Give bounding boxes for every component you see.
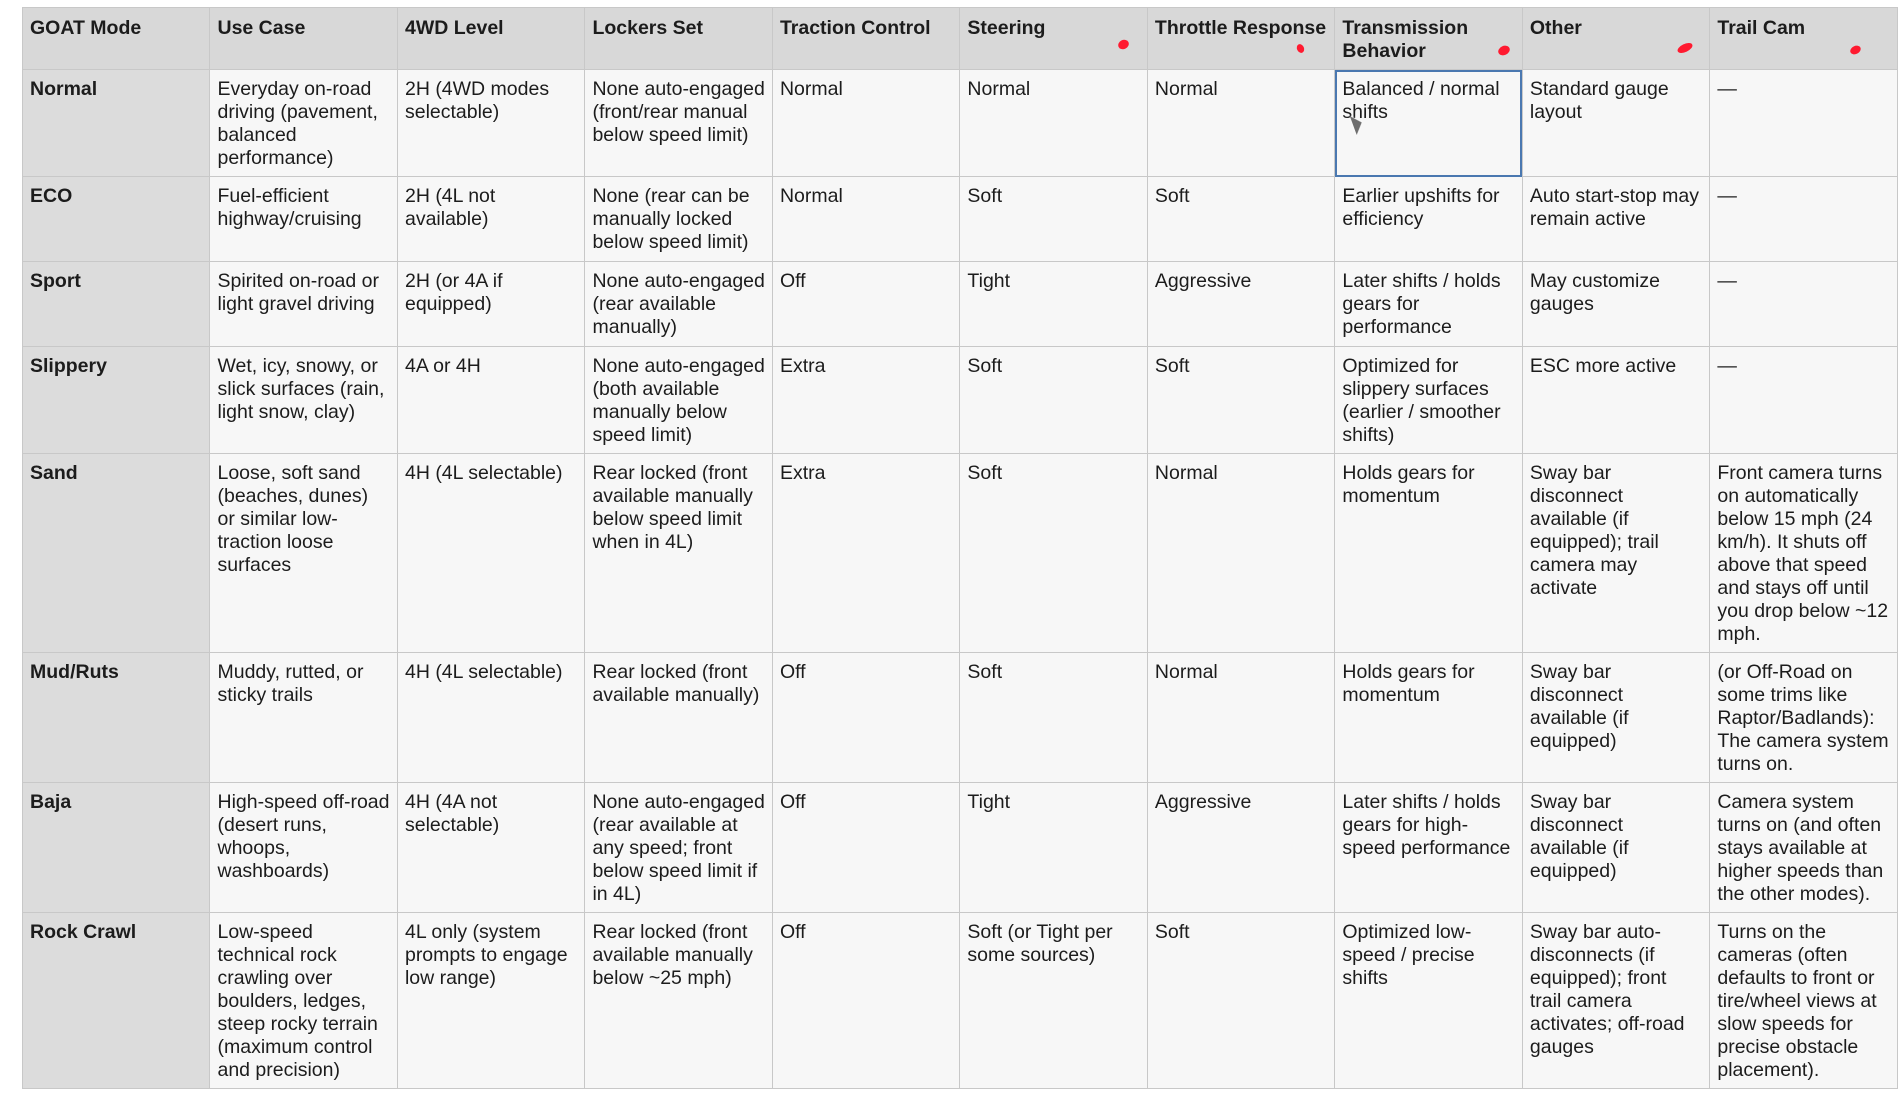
trail-cam-cell[interactable]: Camera system turns on (and often stays available at higher speeds than the other modes). bbox=[1710, 783, 1898, 913]
goat-mode-table bbox=[22, 7, 1898, 1089]
steering-cell[interactable]: Tight bbox=[960, 783, 1147, 913]
use-case-cell[interactable]: Everyday on-road driving (pavement, balanced performance) bbox=[210, 70, 397, 177]
red-ink-mark-icon bbox=[1117, 38, 1131, 51]
transmission-cell[interactable]: Optimized low-speed / precise shifts bbox=[1335, 913, 1522, 1089]
steering-cell[interactable]: Soft bbox=[960, 454, 1147, 653]
header-trail-cam[interactable] bbox=[1710, 8, 1898, 70]
other-cell[interactable]: May customize gauges bbox=[1522, 262, 1709, 347]
use-case-cell[interactable]: Low-speed technical rock crawling over boulders, ledges, steep rocky terrain (maximum control and precision) bbox=[210, 913, 397, 1089]
table-row bbox=[23, 70, 1898, 177]
4wd-level-cell[interactable]: 4H (4L selectable) bbox=[397, 454, 584, 653]
header-steering-label: Steering bbox=[967, 17, 1046, 39]
use-case-cell[interactable]: Loose, soft sand (beaches, dunes) or similar low-traction loose surfaces bbox=[210, 454, 397, 653]
red-ink-mark-icon bbox=[1497, 44, 1512, 57]
4wd-level-cell[interactable]: 2H (4WD modes selectable) bbox=[397, 70, 584, 177]
4wd-level-cell[interactable]: 4H (4L selectable) bbox=[397, 653, 584, 783]
other-cell[interactable]: Sway bar disconnect available (if equipped) bbox=[1522, 783, 1709, 913]
table-row bbox=[23, 347, 1898, 454]
traction-cell[interactable]: Extra bbox=[772, 454, 959, 653]
red-ink-mark-icon bbox=[1296, 43, 1306, 54]
steering-cell[interactable]: Soft bbox=[960, 177, 1147, 262]
header-throttle-response-label: Throttle Response bbox=[1154, 17, 1327, 39]
transmission-cell[interactable]: Later shifts / holds gears for performance bbox=[1335, 262, 1522, 347]
lockers-cell[interactable]: None auto-engaged (both available manually below speed limit) bbox=[585, 347, 772, 454]
4wd-level-cell[interactable]: 4L only (system prompts to engage low range) bbox=[397, 913, 584, 1089]
header-throttle-response[interactable] bbox=[1147, 8, 1334, 70]
transmission-cell[interactable]: Holds gears for momentum bbox=[1335, 454, 1522, 653]
throttle-cell[interactable]: Normal bbox=[1147, 454, 1334, 653]
other-cell[interactable]: Sway bar disconnect available (if equipped) bbox=[1522, 653, 1709, 783]
mode-cell[interactable]: ECO bbox=[23, 177, 210, 262]
header-goat-mode[interactable]: GOAT Mode bbox=[23, 8, 210, 70]
transmission-cell[interactable]: Later shifts / holds gears for high-speed performance bbox=[1335, 783, 1522, 913]
steering-cell[interactable]: Soft bbox=[960, 347, 1147, 454]
lockers-cell[interactable]: None auto-engaged (rear available at any speed; front below speed limit if in 4L) bbox=[585, 783, 772, 913]
header-transmission-behavior[interactable] bbox=[1335, 8, 1522, 70]
trail-cam-cell[interactable]: Front camera turns on automatically below 15 mph (24 km/h). It shuts off above that speed and stays off until you drop below ~12 mph. bbox=[1710, 454, 1898, 653]
trail-cam-cell[interactable]: Turns on the cameras (often defaults to front or tire/wheel views at slow speeds for precise obstacle placement). bbox=[1710, 913, 1898, 1089]
transmission-cell[interactable]: Optimized for slippery surfaces (earlier / smoother shifts) bbox=[1335, 347, 1522, 454]
mode-cell[interactable]: Mud/Ruts bbox=[23, 653, 210, 783]
lockers-cell[interactable]: None auto-engaged (rear available manually) bbox=[585, 262, 772, 347]
red-ink-mark-icon bbox=[1676, 41, 1694, 55]
traction-cell[interactable]: Extra bbox=[772, 347, 959, 454]
lockers-cell[interactable]: Rear locked (front available manually below speed limit when in 4L) bbox=[585, 454, 772, 653]
other-cell[interactable]: Standard gauge layout bbox=[1522, 70, 1709, 177]
spreadsheet bbox=[22, 7, 1898, 1089]
header-transmission-behavior-label: Transmission Behavior bbox=[1342, 17, 1469, 62]
header-lockers-set[interactable]: Lockers Set bbox=[585, 8, 772, 70]
mode-cell[interactable]: Normal bbox=[23, 70, 210, 177]
4wd-level-cell[interactable]: 4A or 4H bbox=[397, 347, 584, 454]
other-cell[interactable]: ESC more active bbox=[1522, 347, 1709, 454]
mode-cell[interactable]: Slippery bbox=[23, 347, 210, 454]
trail-cam-cell[interactable]: — bbox=[1710, 177, 1898, 262]
traction-cell[interactable]: Normal bbox=[772, 177, 959, 262]
use-case-cell[interactable]: Fuel-efficient highway/cruising bbox=[210, 177, 397, 262]
mode-cell[interactable]: Rock Crawl bbox=[23, 913, 210, 1089]
transmission-cell[interactable]: Earlier upshifts for efficiency bbox=[1335, 177, 1522, 262]
4wd-level-cell[interactable]: 2H (or 4A if equipped) bbox=[397, 262, 584, 347]
table-row bbox=[23, 262, 1898, 347]
header-other[interactable] bbox=[1522, 8, 1709, 70]
throttle-cell[interactable]: Soft bbox=[1147, 913, 1334, 1089]
throttle-cell[interactable]: Soft bbox=[1147, 347, 1334, 454]
throttle-cell[interactable]: Aggressive bbox=[1147, 262, 1334, 347]
trail-cam-cell[interactable]: — bbox=[1710, 347, 1898, 454]
table-row bbox=[23, 454, 1898, 653]
traction-cell[interactable]: Normal bbox=[772, 70, 959, 177]
traction-cell[interactable]: Off bbox=[772, 262, 959, 347]
table-row bbox=[23, 913, 1898, 1089]
mode-cell[interactable]: Sand bbox=[23, 454, 210, 653]
steering-cell[interactable]: Normal bbox=[960, 70, 1147, 177]
table-row bbox=[23, 177, 1898, 262]
4wd-level-cell[interactable]: 4H (4A not selectable) bbox=[397, 783, 584, 913]
mode-cell[interactable]: Sport bbox=[23, 262, 210, 347]
other-cell[interactable]: Auto start-stop may remain active bbox=[1522, 177, 1709, 262]
throttle-cell[interactable]: Normal bbox=[1147, 70, 1334, 177]
use-case-cell[interactable]: Wet, icy, snowy, or slick surfaces (rain, light snow, clay) bbox=[210, 347, 397, 454]
header-row bbox=[23, 8, 1898, 70]
traction-cell[interactable]: Off bbox=[772, 913, 959, 1089]
lockers-cell[interactable]: Rear locked (front available manually) bbox=[585, 653, 772, 783]
throttle-cell[interactable]: Aggressive bbox=[1147, 783, 1334, 913]
table-row bbox=[23, 783, 1898, 913]
transmission-cell-selected[interactable] bbox=[1335, 70, 1522, 177]
mode-cell[interactable]: Baja bbox=[23, 783, 210, 913]
header-other-label: Other bbox=[1529, 17, 1582, 39]
red-ink-mark-icon bbox=[1849, 44, 1862, 56]
use-case-cell[interactable]: Spirited on-road or light gravel driving bbox=[210, 262, 397, 347]
traction-cell[interactable]: Off bbox=[772, 653, 959, 783]
lockers-cell[interactable]: None (rear can be manually locked below speed limit) bbox=[585, 177, 772, 262]
steering-cell[interactable]: Soft (or Tight per some sources) bbox=[960, 913, 1147, 1089]
lockers-cell[interactable]: Rear locked (front available manually below ~25 mph) bbox=[585, 913, 772, 1089]
use-case-cell[interactable]: High-speed off-road (desert runs, whoops, washboards) bbox=[210, 783, 397, 913]
header-trail-cam-label: Trail Cam bbox=[1717, 17, 1806, 39]
traction-cell[interactable]: Off bbox=[772, 783, 959, 913]
header-4wd-level[interactable]: 4WD Level bbox=[397, 8, 584, 70]
steering-cell[interactable]: Tight bbox=[960, 262, 1147, 347]
trail-cam-cell[interactable]: — bbox=[1710, 70, 1898, 177]
other-cell[interactable]: Sway bar auto-disconnects (if equipped); front trail camera activates; off-road gauges bbox=[1522, 913, 1709, 1089]
lockers-cell[interactable]: None auto-engaged (front/rear manual below speed limit) bbox=[585, 70, 772, 177]
header-use-case[interactable]: Use Case bbox=[210, 8, 397, 70]
transmission-cell-text: Balanced / normal shifts bbox=[1342, 78, 1500, 123]
transmission-cell[interactable]: Holds gears for momentum bbox=[1335, 653, 1522, 783]
4wd-level-cell[interactable]: 2H (4L not available) bbox=[397, 177, 584, 262]
other-cell[interactable]: Sway bar disconnect available (if equipped); trail camera may activate bbox=[1522, 454, 1709, 653]
throttle-cell[interactable]: Normal bbox=[1147, 653, 1334, 783]
header-steering[interactable] bbox=[960, 8, 1147, 70]
throttle-cell[interactable]: Soft bbox=[1147, 177, 1334, 262]
use-case-cell[interactable]: Muddy, rutted, or sticky trails bbox=[210, 653, 397, 783]
trail-cam-cell[interactable]: (or Off-Road on some trims like Raptor/Badlands): The camera system turns on. bbox=[1710, 653, 1898, 783]
trail-cam-cell[interactable]: — bbox=[1710, 262, 1898, 347]
table-row bbox=[23, 653, 1898, 783]
steering-cell[interactable]: Soft bbox=[960, 653, 1147, 783]
header-traction-control[interactable]: Traction Control bbox=[772, 8, 959, 70]
